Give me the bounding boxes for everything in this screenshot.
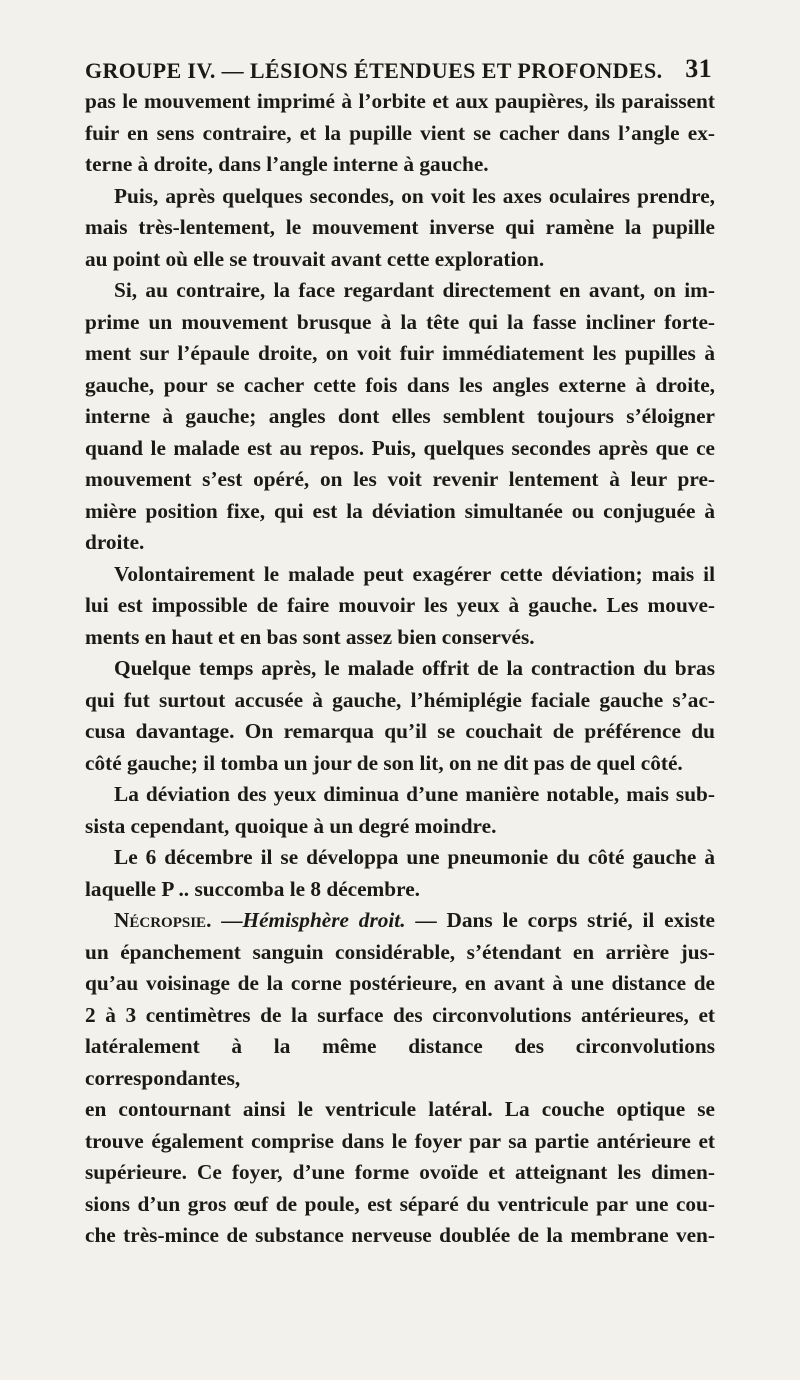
text-line: Quelque temps après, le malade offrit de la contraction du bras — [114, 656, 715, 680]
text-line: 2 à 3 centimètres de la surface des circonvolutions antérieures, et — [85, 1002, 715, 1027]
dash: — — [211, 908, 243, 932]
text-line: trouve également comprise dans le foyer par sa partie antérieure et — [85, 1128, 715, 1153]
text-line: pas le mouvement imprimé à l’orbite et aux paupières, ils paraissent — [85, 89, 715, 113]
text-line: ments en haut et en bas sont assez bien conservés. — [85, 624, 535, 649]
text-line: quand le malade est au repos. Puis, quelques secondes après que ce — [85, 435, 715, 460]
text-line: terne à droite, dans l’angle interne à gauche. — [85, 152, 489, 176]
text-line: sista cependant, quoique à un degré moindre. — [85, 813, 497, 838]
text-line: qu’au voisinage de la corne postérieure, en avant à une distance de — [85, 971, 715, 995]
text-line: en contournant ainsi le ventricule latéral. La couche optique se — [85, 1097, 715, 1121]
necropsy-label: Nécropsie. — [114, 908, 212, 932]
text-line: Volontairement le malade peut exagérer cette déviation; mais il — [114, 561, 715, 586]
text-line: fuir en sens contraire, et la pupille vient se cacher dans l’angle ex- — [85, 120, 715, 145]
necropsy-subtitle: Hémisphère droit. — [242, 908, 406, 932]
text-line: qui fut surtout accusée à gauche, l’hémiplégie faciale gauche s’ac- — [85, 687, 715, 712]
text-line: droite. — [85, 530, 145, 554]
text-line: côté gauche; il tomba un jour de son lit, on ne dit pas de quel côté. — [85, 750, 683, 775]
running-title: GROUPE IV. — LÉSIONS ÉTENDUES ET PROFONDES. — [85, 58, 663, 83]
text-line: sions d’un gros œuf de poule, est séparé du ventricule par une cou- — [85, 1191, 715, 1216]
text-line: La déviation des yeux diminua d’une manière notable, mais sub- — [114, 782, 715, 806]
text-line: mouvement s’est opéré, on les voit revenir lentement à leur pre- — [85, 467, 715, 491]
text-line: Si, au contraire, la face regardant directement en avant, on im- — [114, 278, 715, 302]
text-line: lui est impossible de faire mouvoir les yeux à gauche. Les mouve- — [85, 593, 715, 617]
page-number: 31 — [685, 54, 712, 83]
text-line: un épanchement sanguin considérable, s’étendant en arrière jus- — [85, 939, 715, 964]
body-text — [85, 86, 715, 1252]
text-line: supérieure. Ce foyer, d’une forme ovoïde et atteignant les dimen- — [85, 1160, 715, 1184]
text-line: ment sur l’épaule droite, on voit fuir immédiatement les pupilles à — [85, 341, 715, 365]
text-line: cusa davantage. On remarqua qu’il se couchait de préférence du — [85, 719, 715, 743]
text-line: latéralement à la même distance des circonvolutions correspondantes, — [85, 1034, 715, 1090]
text-line: mière position fixe, qui est la déviation simultanée ou conjuguée à — [85, 498, 715, 523]
text-line: interne à gauche; angles dont elles semblent toujours s’éloigner — [85, 404, 715, 428]
text-line: laquelle P .. succomba le 8 décembre. — [85, 876, 420, 901]
dash: — — [405, 908, 447, 932]
text-line: gauche, pour se cacher cette fois dans les angles externe à droite, — [85, 372, 715, 397]
text-line: mais très-lentement, le mouvement inverse qui ramène la pupille — [85, 215, 715, 239]
text-line: Le 6 décembre il se développa une pneumonie du côté gauche à — [114, 845, 715, 869]
running-header — [85, 54, 712, 84]
text-line: che très-mince de substance nerveuse doublée de la membrane ven- — [85, 1223, 715, 1247]
text-line: Puis, après quelques secondes, on voit les axes oculaires prendre, — [114, 183, 715, 208]
necropsy-first-line-text: Dans le corps strié, il existe — [446, 908, 716, 932]
text-line: prime un mouvement brusque à la tête qui la fasse incliner forte- — [85, 309, 715, 334]
text-line: au point où elle se trouvait avant cette exploration. — [85, 246, 545, 271]
necropsy-heading-line — [85, 905, 715, 937]
